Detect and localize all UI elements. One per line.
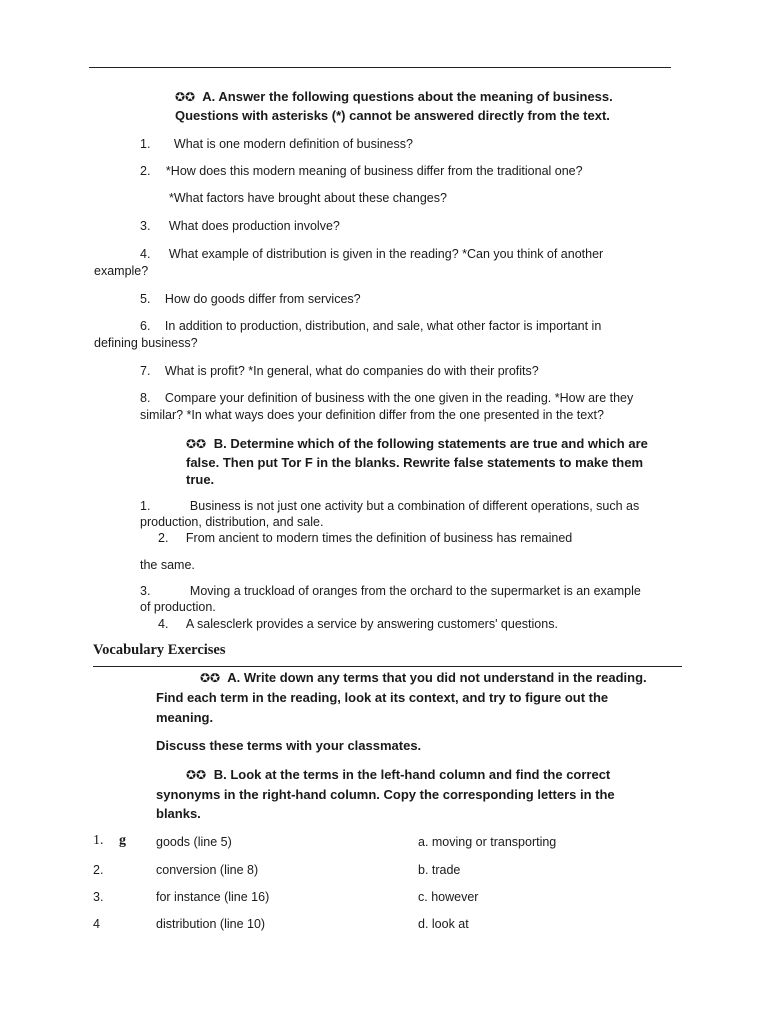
- match-row-4-synonym: d. look at: [418, 917, 469, 931]
- statement-number: 1.: [140, 499, 151, 513]
- vocabulary-rule: [93, 666, 682, 667]
- question-text: *How does this modern meaning of business differ from the traditional one?: [165, 164, 583, 178]
- vocab-a-title: A. Write down any terms that you did not understand in the reading.: [227, 670, 647, 685]
- vocab-a-line1: [200, 670, 647, 685]
- vocab-b-line2: synonyms in the right-hand column. Copy the corresponding letters in the: [156, 787, 615, 802]
- question-number: 8.: [140, 391, 151, 405]
- section-b-heading-line2: false. Then put Tor F in the blanks. Rewrite false statements to make them: [186, 455, 644, 470]
- statement-3-cont: of production.: [140, 600, 216, 614]
- double-star-icon: ✪✪: [186, 768, 207, 782]
- question-4-cont: example?: [94, 264, 149, 278]
- top-rule: [89, 67, 671, 68]
- question-2-sub: *What factors have brought about these changes?: [169, 191, 447, 205]
- section-a-title: A. Answer the following questions about the meaning of business.: [202, 89, 613, 104]
- question-text: What is profit? *In general, what do companies do with their profits?: [164, 364, 539, 378]
- question-text: What is one modern definition of business?: [173, 137, 413, 151]
- double-star-icon: ✪✪: [200, 671, 221, 685]
- statement-number: 4.: [158, 617, 169, 631]
- double-star-icon: ✪✪: [175, 90, 196, 104]
- question-number: 6.: [140, 319, 151, 333]
- match-row-1-number: 1.: [93, 833, 104, 848]
- vocab-b-title: B. Look at the terms in the left-hand column and find the correct: [213, 767, 611, 782]
- section-a-heading-line1: [175, 89, 613, 104]
- statement-3: [140, 584, 641, 598]
- match-row-2-number: 2.: [93, 863, 104, 877]
- statement-2: [158, 531, 572, 545]
- question-6: [140, 319, 601, 333]
- vocab-a-line2: Find each term in the reading, look at its context, and try to figure out the: [156, 690, 609, 705]
- section-b-heading-line1: [186, 436, 648, 451]
- match-row-2-term: conversion (line 8): [156, 863, 259, 877]
- question-text: In addition to production, distribution, and sale, what other factor is important in: [164, 319, 602, 333]
- question-text: What example of distribution is given in the reading? *Can you think of another: [168, 247, 604, 261]
- statement-1: [140, 499, 639, 513]
- match-row-2-synonym: b. trade: [418, 863, 461, 877]
- question-3: [140, 219, 340, 233]
- statement-2-cont: the same.: [140, 558, 195, 572]
- question-5: [140, 292, 361, 306]
- question-text: What does production involve?: [168, 219, 340, 233]
- question-number: 5.: [140, 292, 151, 306]
- question-8: [140, 391, 633, 405]
- statement-text: Business is not just one activity but a combination of different operations, such as: [189, 499, 640, 513]
- question-1: [140, 137, 413, 151]
- double-star-icon: ✪✪: [186, 437, 207, 451]
- vocab-a-line4: Discuss these terms with your classmates.: [156, 738, 422, 753]
- statement-4: [158, 617, 558, 631]
- question-4: [140, 247, 603, 261]
- match-row-1-answer: g: [119, 833, 126, 848]
- question-number: 2.: [140, 164, 151, 178]
- question-2: [140, 164, 583, 178]
- question-8-cont: similar? *In what ways does your definition differ from the one presented in the text?: [140, 408, 604, 422]
- vocab-b-line1: [186, 767, 610, 782]
- vocab-a-line3: meaning.: [156, 710, 214, 725]
- statement-1-cont: production, distribution, and sale.: [140, 515, 324, 529]
- match-row-4-number: 4: [93, 917, 100, 931]
- question-6-cont: defining business?: [94, 336, 198, 350]
- match-row-3-number: 3.: [93, 890, 104, 904]
- match-row-3-synonym: c. however: [418, 890, 479, 904]
- match-row-3-term: for instance (line 16): [156, 890, 270, 904]
- statement-number: 3.: [140, 584, 151, 598]
- question-text: How do goods differ from services?: [164, 292, 361, 306]
- section-b-title: B. Determine which of the following statements are true and which are: [213, 436, 648, 451]
- question-number: 7.: [140, 364, 151, 378]
- section-a-heading-line2: Questions with asterisks (*) cannot be answered directly from the text.: [175, 108, 610, 123]
- statement-number: 2.: [158, 531, 169, 545]
- match-row-1-term: goods (line 5): [156, 835, 232, 849]
- question-7: [140, 364, 539, 378]
- match-row-4-term: distribution (line 10): [156, 917, 266, 931]
- match-row-1-synonym: a. moving or transporting: [418, 835, 557, 849]
- question-text: Compare your definition of business with the one given in the reading. *How are they: [164, 391, 634, 405]
- question-number: 3.: [140, 219, 151, 233]
- statement-text: Moving a truckload of oranges from the orchard to the supermarket is an example: [189, 584, 641, 598]
- question-number: 1.: [140, 137, 151, 151]
- question-number: 4.: [140, 247, 151, 261]
- section-b-heading-line3: true.: [186, 472, 215, 487]
- vocab-b-line3: blanks.: [156, 806, 201, 821]
- statement-text: From ancient to modern times the definition of business has remained: [185, 531, 573, 545]
- vocabulary-heading: Vocabulary Exercises: [93, 642, 226, 658]
- statement-text: A salesclerk provides a service by answering customers' questions.: [185, 617, 558, 631]
